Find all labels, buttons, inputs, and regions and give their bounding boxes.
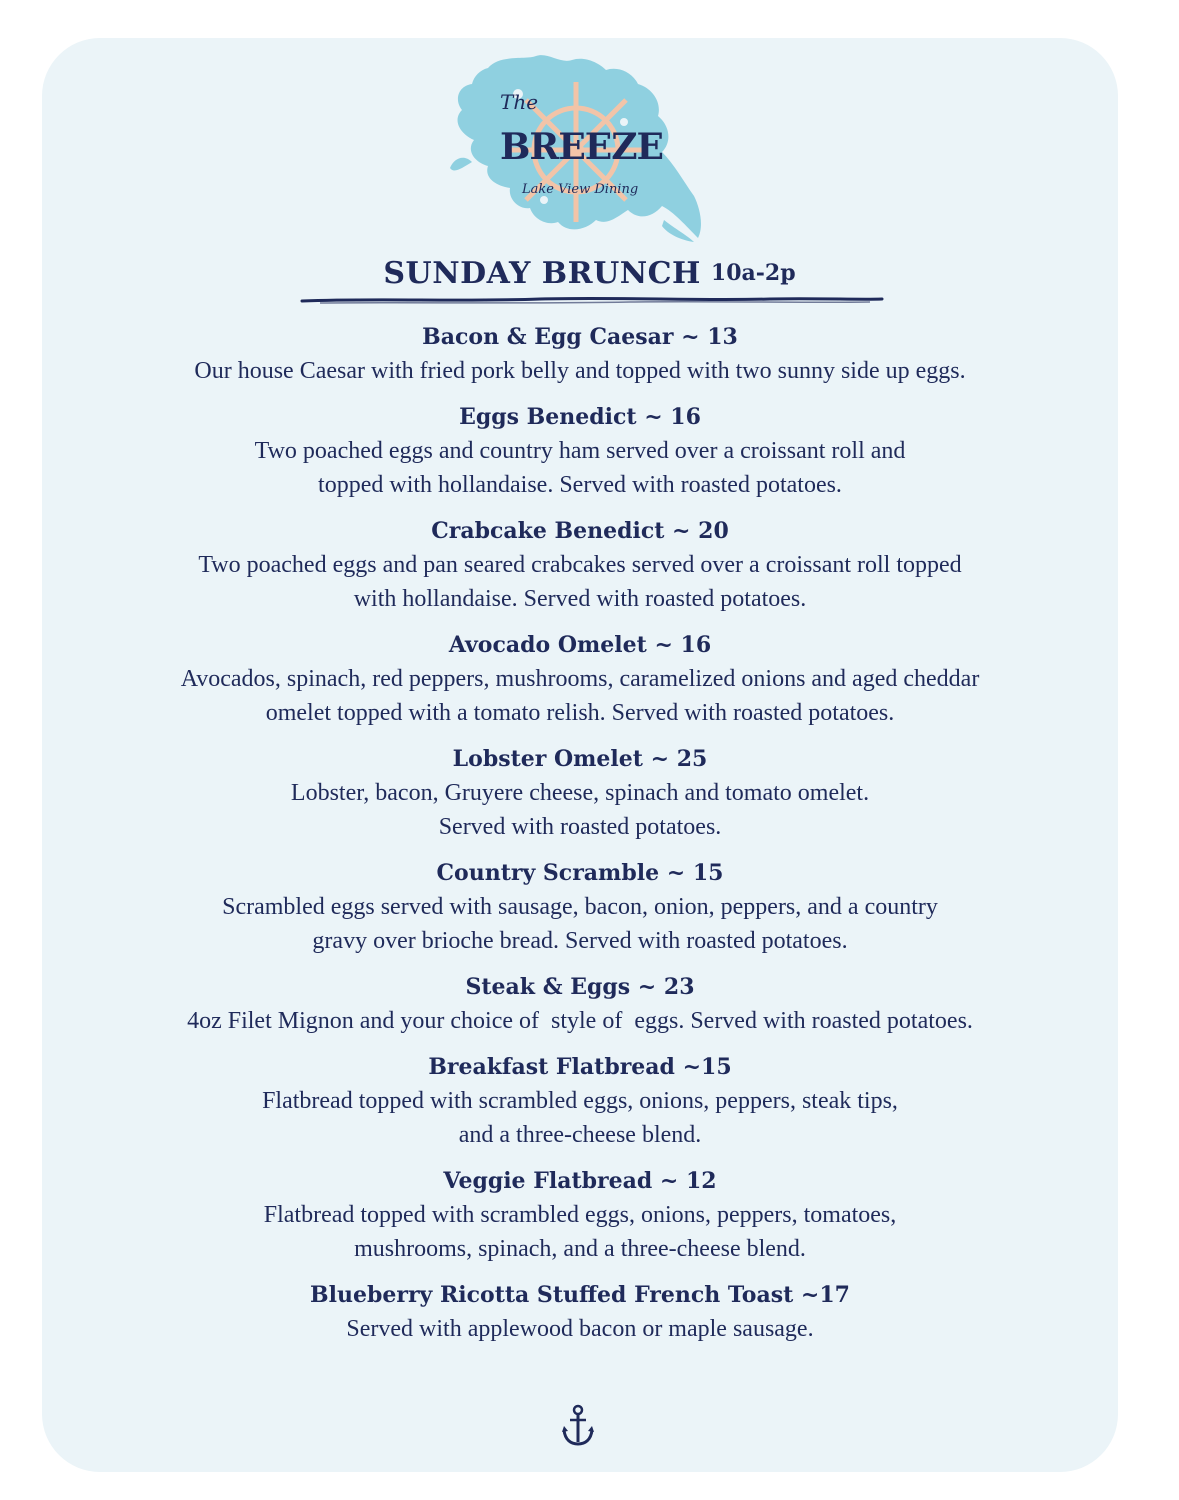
menu-item-name: Breakfast Flatbread ~15 — [428, 1054, 732, 1080]
anchor-icon — [561, 1404, 595, 1448]
menu-item-name: Bacon & Egg Caesar ~ 13 — [422, 324, 738, 350]
menu-hours: 10a-2p — [710, 260, 796, 286]
menu-item-desc: gravy over brioche bread. Served with roasted potatoes. — [312, 928, 848, 954]
menu-item — [60, 856, 1100, 958]
menu-item — [60, 628, 1100, 730]
menu-item-name: Avocado Omelet ~ 16 — [448, 632, 712, 658]
menu-item-desc: Two poached eggs and country ham served over a croissant roll and — [254, 438, 906, 464]
menu-item-desc: Avocados, spinach, red peppers, mushrooms, caramelized onions and aged cheddar — [180, 666, 980, 692]
menu-item-name: Veggie Flatbread ~ 12 — [443, 1168, 717, 1194]
menu-item — [60, 970, 1100, 1038]
menu-item-desc: topped with hollandaise. Served with roasted potatoes. — [318, 472, 842, 498]
menu-item — [60, 400, 1100, 502]
menu-item-desc: omelet topped with a tomato relish. Served with roasted potatoes. — [265, 700, 895, 726]
menu-item — [60, 514, 1100, 616]
logo-text-breeze: BREEZE — [500, 126, 663, 168]
logo-text-the: The — [500, 90, 539, 114]
menu-item-name: Country Scramble ~ 15 — [436, 860, 724, 886]
menu-heading — [0, 256, 1179, 291]
menu-item-desc: Lobster, bacon, Gruyere cheese, spinach and tomato omelet. — [290, 780, 870, 806]
menu-item-desc: mushrooms, spinach, and a three-cheese blend. — [354, 1236, 806, 1262]
menu-item — [60, 1050, 1100, 1152]
menu-list — [60, 320, 1100, 1358]
menu-item-name: Lobster Omelet ~ 25 — [452, 746, 708, 772]
menu-item-desc: and a three-cheese blend. — [458, 1122, 702, 1148]
menu-title: SUNDAY BRUNCH — [383, 256, 701, 291]
menu-item-desc: Scrambled eggs served with sausage, bacon, onion, peppers, and a country — [222, 894, 938, 920]
menu-item-desc: Flatbread topped with scrambled eggs, onions, peppers, tomatoes, — [263, 1202, 897, 1228]
menu-item-desc: Flatbread topped with scrambled eggs, onions, peppers, steak tips, — [262, 1088, 898, 1114]
menu-item — [60, 1164, 1100, 1266]
menu-item-desc: 4oz Filet Mignon and your choice of style of eggs. Served with roasted potatoes. — [187, 1008, 973, 1034]
logo-text-tagline: Lake View Dining — [522, 182, 639, 197]
menu-item-name: Blueberry Ricotta Stuffed French Toast ~17 — [310, 1282, 850, 1308]
menu-item — [60, 742, 1100, 844]
menu-item-desc: with hollandaise. Served with roasted potatoes. — [353, 586, 807, 612]
brush-divider — [300, 292, 884, 306]
menu-item — [60, 1278, 1100, 1346]
menu-item-desc: Served with roasted potatoes. — [438, 814, 722, 840]
menu-item-name: Steak & Eggs ~ 23 — [465, 974, 695, 1000]
menu-item-desc: Our house Caesar with fried pork belly and topped with two sunny side up eggs. — [194, 358, 966, 384]
menu-item-name: Crabcake Benedict ~ 20 — [431, 518, 729, 544]
menu-item-desc: Served with applewood bacon or maple sausage. — [346, 1316, 814, 1342]
menu-item-name: Eggs Benedict ~ 16 — [459, 404, 701, 430]
menu-item-desc: Two poached eggs and pan seared crabcakes served over a croissant roll topped — [198, 552, 962, 578]
menu-item — [60, 320, 1100, 388]
breeze-logo — [448, 50, 710, 242]
